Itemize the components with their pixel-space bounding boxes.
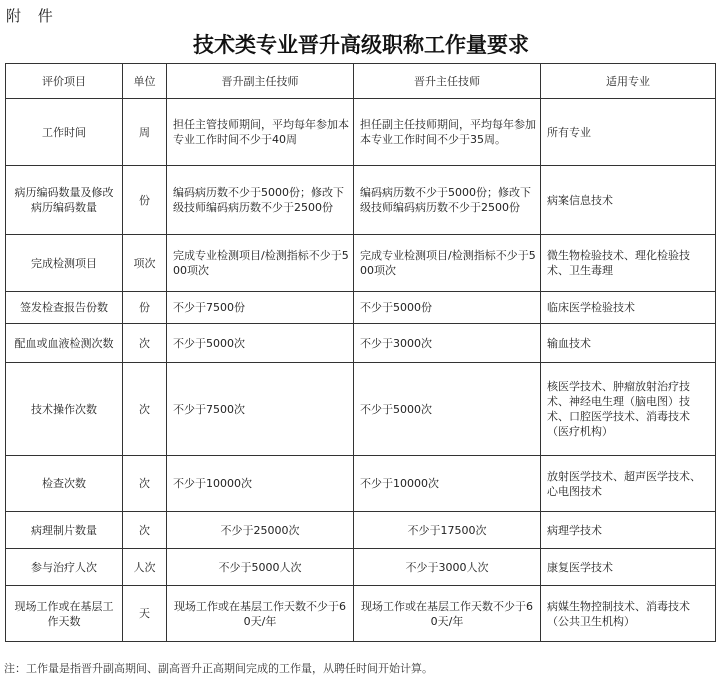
header-chief: 晋升主任技师 <box>354 64 541 99</box>
workload-table <box>5 63 716 642</box>
chief-requirement-cell: 编码病历数不少于5000份；修改下级技师编码病历数不少于2500份 <box>354 166 541 235</box>
chief-requirement-cell: 不少于5000份 <box>354 292 541 324</box>
unit-cell: 次 <box>123 512 167 549</box>
specialty-cell: 放射医学技术、超声医学技术、心电图技术 <box>541 456 716 512</box>
unit-cell: 周 <box>123 99 167 166</box>
unit-cell: 次 <box>123 324 167 363</box>
item-cell: 工作时间 <box>6 99 123 166</box>
table-row <box>6 99 716 166</box>
table-row <box>6 324 716 363</box>
deputy-requirement-cell: 现场工作或在基层工作天数不少于60天/年 <box>167 586 354 642</box>
unit-cell: 人次 <box>123 549 167 586</box>
specialty-cell: 核医学技术、肿瘤放射治疗技术、神经电生理（脑电图）技术、口腔医学技术、消毒技术（医疗机构） <box>541 363 716 456</box>
table-row <box>6 549 716 586</box>
unit-cell: 天 <box>123 586 167 642</box>
item-cell: 签发检查报告份数 <box>6 292 123 324</box>
unit-cell: 次 <box>123 456 167 512</box>
table-header-row <box>6 64 716 99</box>
header-evaluation-item: 评价项目 <box>6 64 123 99</box>
chief-requirement-cell: 不少于17500次 <box>354 512 541 549</box>
chief-requirement-cell: 现场工作或在基层工作天数不少于60天/年 <box>354 586 541 642</box>
chief-requirement-cell: 不少于5000次 <box>354 363 541 456</box>
specialty-cell: 输血技术 <box>541 324 716 363</box>
unit-cell: 份 <box>123 166 167 235</box>
specialty-cell: 病媒生物控制技术、消毒技术（公共卫生机构） <box>541 586 716 642</box>
table-row <box>6 166 716 235</box>
unit-cell: 项次 <box>123 235 167 292</box>
table-row <box>6 586 716 642</box>
specialty-cell: 病案信息技术 <box>541 166 716 235</box>
table-row <box>6 512 716 549</box>
chief-requirement-cell: 不少于3000次 <box>354 324 541 363</box>
specialty-cell: 微生物检验技术、理化检验技术、卫生毒理 <box>541 235 716 292</box>
table-row <box>6 235 716 292</box>
deputy-requirement-cell: 不少于25000次 <box>167 512 354 549</box>
item-cell: 配血或血液检测次数 <box>6 324 123 363</box>
header-specialty: 适用专业 <box>541 64 716 99</box>
item-cell: 现场工作或在基层工作天数 <box>6 586 123 642</box>
item-cell: 病理制片数量 <box>6 512 123 549</box>
table-row <box>6 456 716 512</box>
deputy-requirement-cell: 不少于5000次 <box>167 324 354 363</box>
specialty-cell: 临床医学检验技术 <box>541 292 716 324</box>
unit-cell: 次 <box>123 363 167 456</box>
deputy-requirement-cell: 不少于7500份 <box>167 292 354 324</box>
specialty-cell: 病理学技术 <box>541 512 716 549</box>
chief-requirement-cell: 完成专业检测项目/检测指标不少于500项次 <box>354 235 541 292</box>
deputy-requirement-cell: 完成专业检测项目/检测指标不少于500项次 <box>167 235 354 292</box>
item-cell: 检查次数 <box>6 456 123 512</box>
chief-requirement-cell: 担任副主任技师期间，平均每年参加本专业工作时间不少于35周。 <box>354 99 541 166</box>
specialty-cell: 康复医学技术 <box>541 549 716 586</box>
unit-cell: 份 <box>123 292 167 324</box>
chief-requirement-cell: 不少于3000人次 <box>354 549 541 586</box>
deputy-requirement-cell: 担任主管技师期间，平均每年参加本专业工作时间不少于40周 <box>167 99 354 166</box>
header-deputy-chief: 晋升副主任技师 <box>167 64 354 99</box>
deputy-requirement-cell: 不少于7500次 <box>167 363 354 456</box>
document-title: 技术类专业晋升高级职称工作量要求 <box>193 33 529 57</box>
specialty-cell: 所有专业 <box>541 99 716 166</box>
deputy-requirement-cell: 编码病历数不少于5000份；修改下级技师编码病历数不少于2500份 <box>167 166 354 235</box>
deputy-requirement-cell: 不少于5000人次 <box>167 549 354 586</box>
chief-requirement-cell: 不少于10000次 <box>354 456 541 512</box>
header-unit: 单位 <box>123 64 167 99</box>
footnote: 注：工作量是指晋升副高期间、副高晋升正高期间完成的工作量，从聘任时间开始计算。 <box>4 662 433 675</box>
deputy-requirement-cell: 不少于10000次 <box>167 456 354 512</box>
table-row <box>6 292 716 324</box>
item-cell: 参与治疗人次 <box>6 549 123 586</box>
attachment-label: 附 件 <box>6 7 59 25</box>
item-cell: 病历编码数量及修改病历编码数量 <box>6 166 123 235</box>
item-cell: 完成检测项目 <box>6 235 123 292</box>
item-cell: 技术操作次数 <box>6 363 123 456</box>
table-row <box>6 363 716 456</box>
